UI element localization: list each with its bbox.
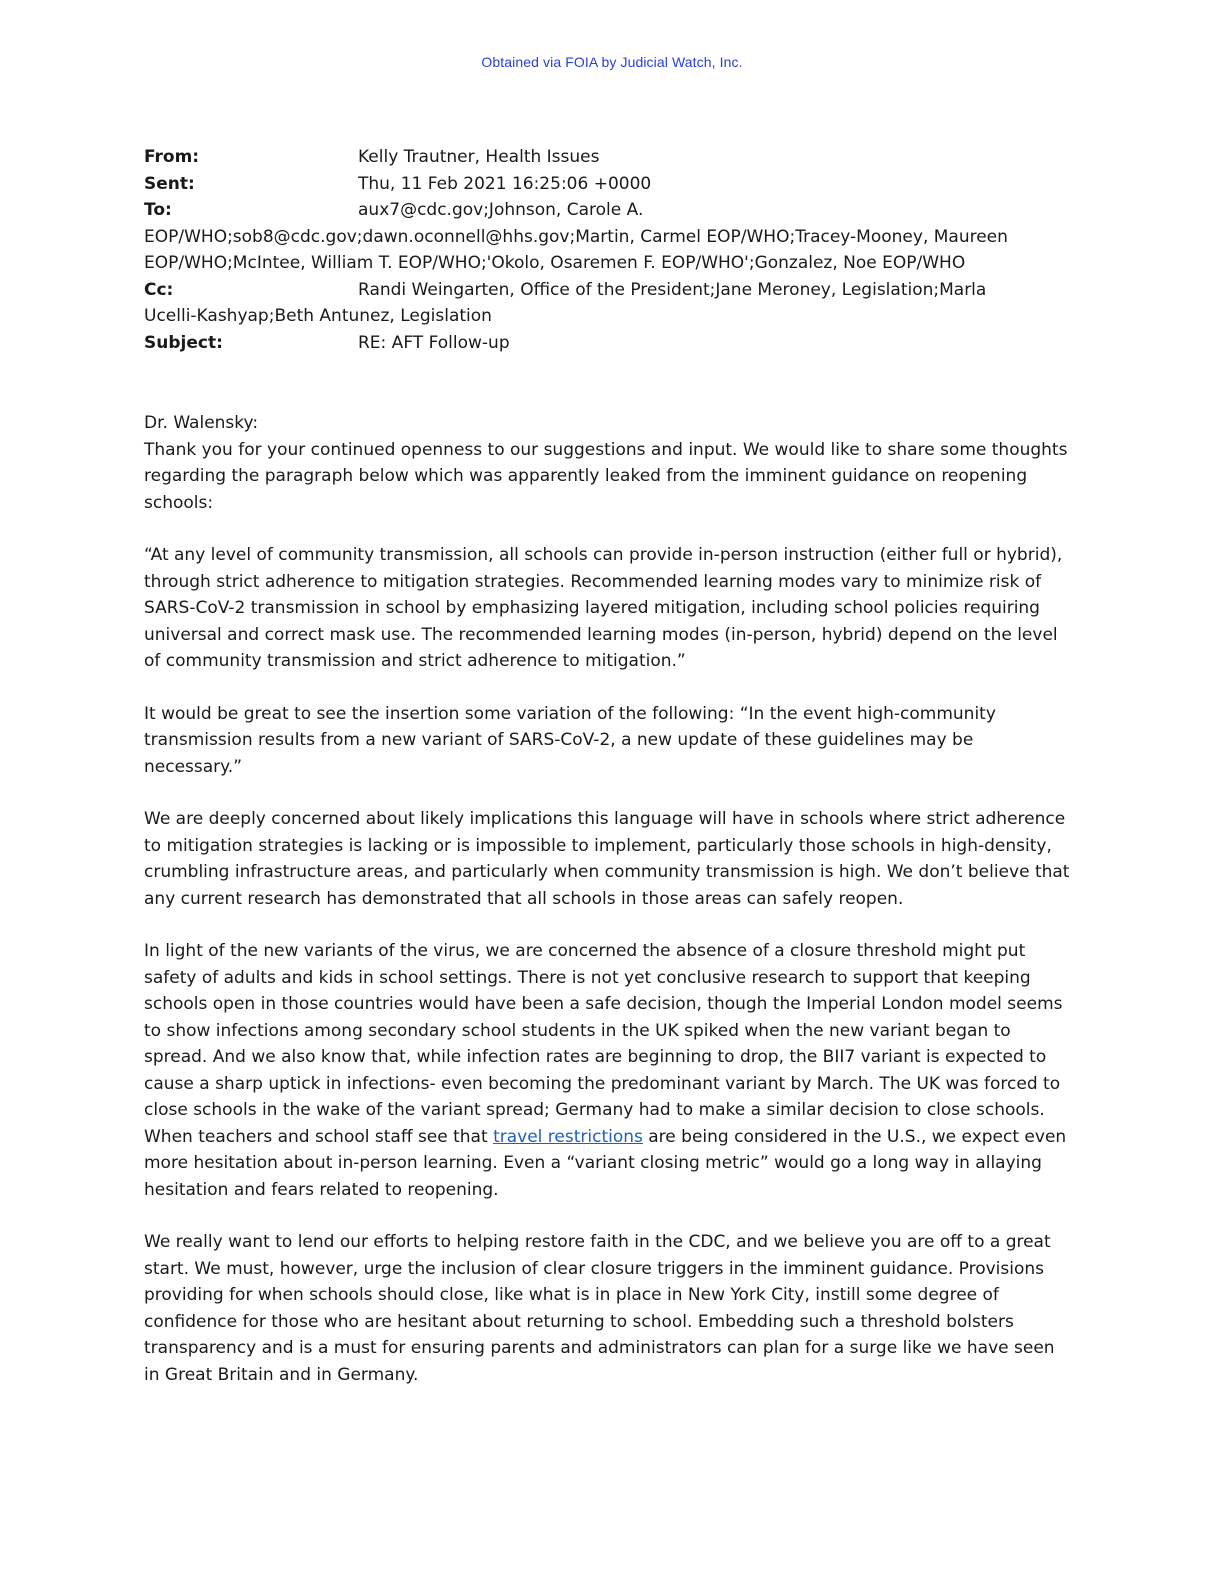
cc-label: Cc: bbox=[144, 279, 174, 300]
header-to bbox=[144, 197, 1074, 277]
to-value-line-1: aux7@cdc.gov;Johnson, Carole A. bbox=[358, 200, 644, 220]
email-document bbox=[144, 144, 1074, 1414]
email-body bbox=[144, 410, 1074, 1388]
to-value-line-2: EOP/WHO;sob8@cdc.gov;dawn.oconnell@hhs.gov;Martin, Carmel EOP/WHO;Tracey-Mooney, Maureen bbox=[144, 226, 1008, 247]
sent-label: Sent: bbox=[144, 173, 195, 194]
from-label: From: bbox=[144, 147, 200, 167]
paragraph-1: Thank you for your continued openness to our suggestions and input. We would like to share some thoughts regarding the paragraph below which was apparently leaked from the imminent guidance on reopening schools: bbox=[144, 439, 1068, 513]
foia-watermark: Obtained via FOIA by Judicial Watch, Inc. bbox=[481, 54, 743, 70]
header-cc bbox=[144, 277, 1074, 330]
to-label: To: bbox=[144, 200, 172, 220]
cc-value-line-1: Randi Weingarten, Office of the President;Jane Meroney, Legislation;Marla bbox=[358, 279, 987, 300]
cc-value-line-2: Ucelli-Kashyap;Beth Antunez, Legislation bbox=[144, 306, 492, 326]
paragraph-5 bbox=[144, 938, 1074, 1203]
travel-restrictions-link[interactable]: travel restrictions bbox=[493, 1126, 643, 1147]
paragraph-2-quote: “At any level of community transmission, all schools can provide in-person instruction (either full or hybrid), through strict adherence to mitigation strategies. Recommended learning modes vary to minimize risk of SARS-CoV-2 transmission in school by emphasizing layered mitigation, including school policies requiring universal and correct mask use. The recommended learning modes (in-person, hybrid) depend on the level of community transmission and strict adherence to mitigation.” bbox=[144, 545, 1063, 671]
paragraph-6: We really want to lend our efforts to helping restore faith in the CDC, and we believe you are off to a great start. We must, however, urge the inclusion of clear closure triggers in the imminent guidance. Provisions providing for when schools should close, like what is in place in New York City, instill some degree of confidence for those who are hesitant about returning to school. Embedding such a threshold bolsters transparency and is a must for ensuring parents and administrators can plan for a surge like we have seen in Great Britain and in Germany. bbox=[144, 1232, 1055, 1385]
header-from bbox=[144, 144, 1074, 171]
header-subject bbox=[144, 330, 1074, 357]
paragraph-5-text-a: In light of the new variants of the virus, we are concerned the absence of a closure threshold might put safety of adults and kids in school settings. There is not yet conclusive research to support that keeping schools open in those countries would have been a safe decision, though the Imperial London model seems to show infections among secondary school students in the UK spiked when the new variant began to spread. And we also know that, while infection rates are beginning to drop, the BII7 variant is expected to cause a sharp uptick in infections- even becoming the predominant variant by March. The UK was forced to close schools in the wake of the variant spread; Germany had to make a similar decision to close schools. When teachers and school staff see that bbox=[144, 941, 1063, 1147]
from-value: Kelly Trautner, Health Issues bbox=[358, 147, 600, 167]
paragraph-3: It would be great to see the insertion some variation of the following: “In the event high-community transmission results from a new variant of SARS-CoV-2, a new update of these guidelines may be necessary.” bbox=[144, 703, 996, 777]
to-value-line-3: EOP/WHO;McIntee, William T. EOP/WHO;'Okolo, Osaremen F. EOP/WHO';Gonzalez, Noe EOP/WHO bbox=[144, 253, 966, 273]
sent-value: Thu, 11 Feb 2021 16:25:06 +0000 bbox=[358, 173, 652, 194]
salutation: Dr. Walensky: bbox=[144, 413, 259, 433]
paragraph-5-text-b: are being considered in the U.S., we expect even more hesitation about in-person learning. Even a “variant closing metric” would go a long way in allaying hesitation and fears related to reopening. bbox=[144, 1126, 1067, 1200]
paragraph-4: We are deeply concerned about likely implications this language will have in schools where strict adherence to mitigation strategies is lacking or is impossible to implement, particularly those schools in high-density, crumbling infrastructure areas, and particularly when community transmission is high. We don’t believe that any current research has demonstrated that all schools in those areas can safely reopen. bbox=[144, 809, 1070, 909]
subject-value: RE: AFT Follow-up bbox=[358, 332, 510, 353]
header-sent bbox=[144, 171, 1074, 198]
subject-label: Subject: bbox=[144, 332, 223, 353]
